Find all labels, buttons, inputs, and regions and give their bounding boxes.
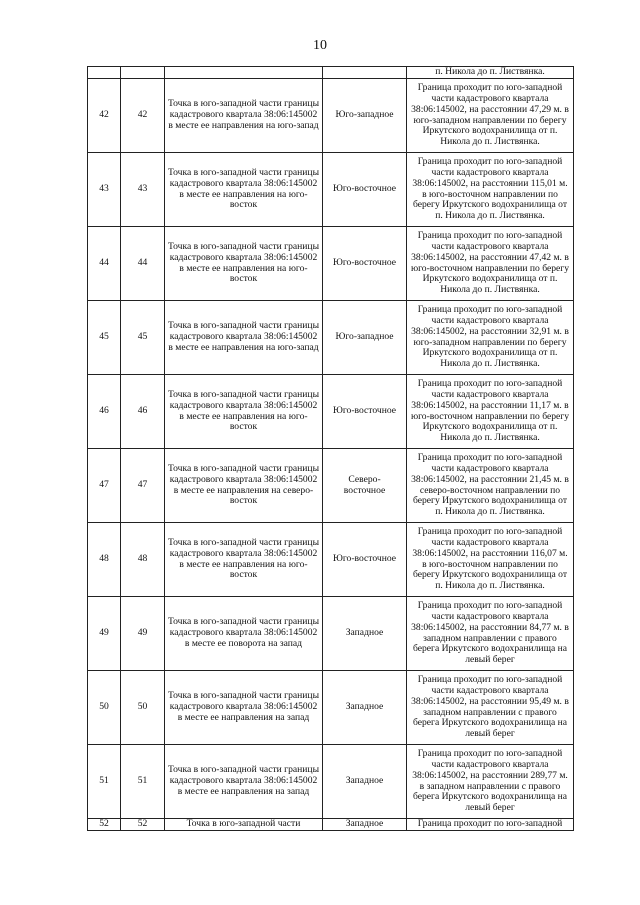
cell-point: Точка в юго-западной части границы кадастрового квартала 38:06:145002 в месте ее направления на юго-восток xyxy=(165,153,323,227)
cell-direction: Юго-восточное xyxy=(323,375,407,449)
cell-direction: Юго-западное xyxy=(323,79,407,153)
cell-description: Граница проходит по юго-западной части кадастрового квартала 38:06:145002, на расстоянии 11,17 м. в юго-восточном направлении по берегу Иркутского водохранилища от п. Никола до п. Листвянка. xyxy=(407,375,574,449)
cell-number-alt: 51 xyxy=(121,745,165,819)
cell-description: Граница проходит по юго-западной части кадастрового квартала 38:06:145002, на расстоянии 289,77 м. в западном направлении с правого берега Иркутского водохранилища на левый берег xyxy=(407,745,574,819)
cell-description: п. Никола до п. Листвянка. xyxy=(407,67,574,79)
cell-point: Точка в юго-западной части границы кадастрового квартала 38:06:145002 в месте ее направления на юго-запад xyxy=(165,301,323,375)
page-number: 10 xyxy=(313,38,327,53)
cell-direction: Северо- восточное xyxy=(323,449,407,523)
cell-point: Точка в юго-западной части границы кадастрового квартала 38:06:145002 в месте ее поворота на запад xyxy=(165,597,323,671)
table-row xyxy=(88,375,574,449)
cell-point: Точка в юго-западной части границы кадастрового квартала 38:06:145002 в месте ее направления на юго-восток xyxy=(165,375,323,449)
cell-description: Граница проходит по юго-западной части кадастрового квартала 38:06:145002, на расстоянии 47,42 м. в юго-восточном направлении по берегу Иркутского водохранилища от п. Никола до п. Листвянка. xyxy=(407,227,574,301)
cell-number-alt: 50 xyxy=(121,671,165,745)
table-row xyxy=(88,227,574,301)
cell-empty xyxy=(88,67,121,79)
cell-direction: Юго-западное xyxy=(323,301,407,375)
cell-number: 47 xyxy=(88,449,121,523)
cell-direction: Западное xyxy=(323,671,407,745)
cell-number: 52 xyxy=(88,819,121,831)
table-body xyxy=(88,67,574,831)
table-row xyxy=(88,523,574,597)
cell-empty xyxy=(323,67,407,79)
cell-description: Граница проходит по юго-западной части кадастрового квартала 38:06:145002, на расстоянии 21,45 м. в северо-восточном направлении по берегу Иркутского водохранилища от п. Никола до п. Листвянка. xyxy=(407,449,574,523)
table-row xyxy=(88,745,574,819)
cell-number-alt: 47 xyxy=(121,449,165,523)
table-row xyxy=(88,449,574,523)
cell-description: Граница проходит по юго-западной части кадастрового квартала 38:06:145002, на расстоянии 84,77 м. в западном направлении с правого берега Иркутского водохранилища на левый берег xyxy=(407,597,574,671)
cell-direction: Западное xyxy=(323,597,407,671)
cell-number-alt: 52 xyxy=(121,819,165,831)
cell-direction: Юго-восточное xyxy=(323,153,407,227)
cell-number: 42 xyxy=(88,79,121,153)
table-row xyxy=(88,153,574,227)
cell-number: 46 xyxy=(88,375,121,449)
cell-point: Точка в юго-западной части границы кадастрового квартала 38:06:145002 в месте ее направления на юго-восток xyxy=(165,227,323,301)
cell-point: Точка в юго-западной части границы кадастрового квартала 38:06:145002 в месте ее направления на северо-восток xyxy=(165,449,323,523)
cell-point: Точка в юго-западной части xyxy=(165,819,323,831)
cell-direction: Юго-восточное xyxy=(323,227,407,301)
cell-point: Точка в юго-западной части границы кадастрового квартала 38:06:145002 в месте ее направления на юго-восток xyxy=(165,523,323,597)
cell-description: Граница проходит по юго-западной xyxy=(407,819,574,831)
cell-description: Граница проходит по юго-западной части кадастрового квартала 38:06:145002, на расстоянии 32,91 м. в юго-западном направлении по берегу Иркутского водохранилища от п. Никола до п. Листвянка. xyxy=(407,301,574,375)
cell-number: 44 xyxy=(88,227,121,301)
cell-direction: Западное xyxy=(323,819,407,831)
cell-number-alt: 43 xyxy=(121,153,165,227)
table-row-continuation xyxy=(88,67,574,79)
cell-number: 45 xyxy=(88,301,121,375)
cell-number: 43 xyxy=(88,153,121,227)
cell-description: Граница проходит по юго-западной части кадастрового квартала 38:06:145002, на расстоянии 47,29 м. в юго-западном направлении по берегу Иркутского водохранилища от п. Никола до п. Листвянка. xyxy=(407,79,574,153)
cell-description: Граница проходит по юго-западной части кадастрового квартала 38:06:145002, на расстоянии 116,07 м. в юго-восточном направлении по берегу Иркутского водохранилища от п. Никола до п. Листвянка. xyxy=(407,523,574,597)
table-row xyxy=(88,597,574,671)
cell-description: Граница проходит по юго-западной части кадастрового квартала 38:06:145002, на расстоянии 95,49 м. в западном направлении с правого берега Иркутского водохранилища на левый берег xyxy=(407,671,574,745)
cell-number-alt: 46 xyxy=(121,375,165,449)
cell-number-alt: 42 xyxy=(121,79,165,153)
table-row xyxy=(88,671,574,745)
cell-number-alt: 48 xyxy=(121,523,165,597)
cell-number-alt: 44 xyxy=(121,227,165,301)
cell-number: 49 xyxy=(88,597,121,671)
table-row xyxy=(88,79,574,153)
boundary-table xyxy=(87,66,574,831)
cell-empty xyxy=(165,67,323,79)
cell-direction: Юго-восточное xyxy=(323,523,407,597)
cell-description: Граница проходит по юго-западной части кадастрового квартала 38:06:145002, на расстоянии 115,01 м. в юго-восточном направлении по берегу Иркутского водохранилища от п. Никола до п. Листвянка. xyxy=(407,153,574,227)
cell-empty xyxy=(121,67,165,79)
cell-number: 48 xyxy=(88,523,121,597)
cell-point: Точка в юго-западной части границы кадастрового квартала 38:06:145002 в месте ее направления на запад xyxy=(165,671,323,745)
table-row xyxy=(88,819,574,831)
cell-point: Точка в юго-западной части границы кадастрового квартала 38:06:145002 в месте ее направления на запад xyxy=(165,745,323,819)
cell-point: Точка в юго-западной части границы кадастрового квартала 38:06:145002 в месте ее направления на юго-запад xyxy=(165,79,323,153)
cell-direction: Западное xyxy=(323,745,407,819)
cell-number: 50 xyxy=(88,671,121,745)
cell-number: 51 xyxy=(88,745,121,819)
cell-number-alt: 45 xyxy=(121,301,165,375)
cell-number-alt: 49 xyxy=(121,597,165,671)
table-row xyxy=(88,301,574,375)
